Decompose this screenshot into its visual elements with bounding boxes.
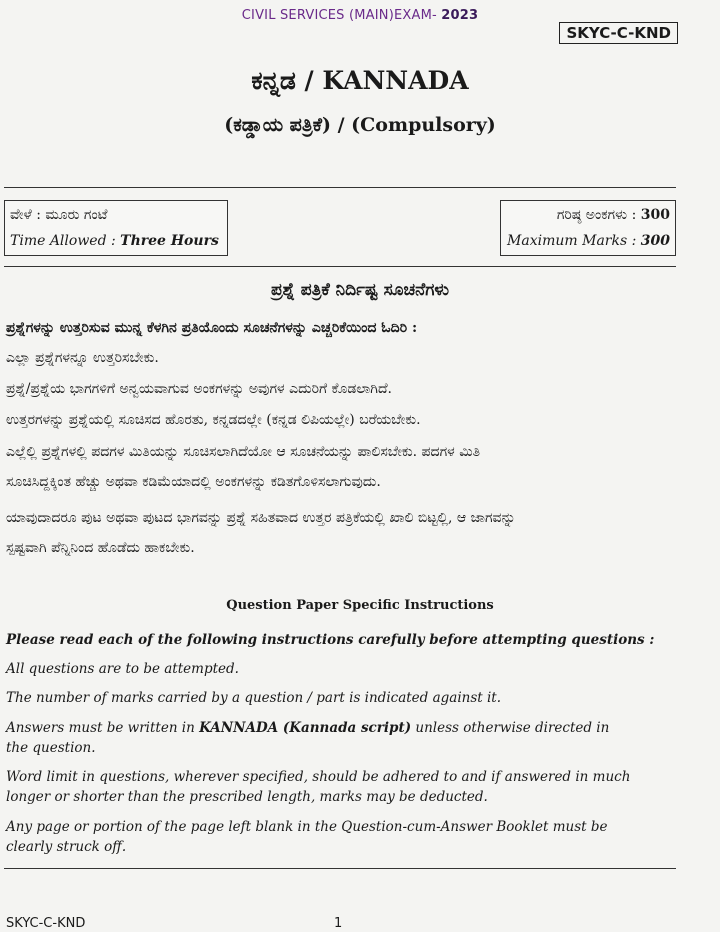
english-instruction: Any page or portion of the page left blank in the Question-cum-Answer Booklet must be (6, 819, 608, 835)
answers-language: KANNADA (Kannada script) (199, 720, 412, 736)
english-intro: Please read each of the following instructions carefully before attempting questions : (6, 632, 655, 648)
kannada-instruction: ಪ್ರಶ್ನೆ/ಪ್ರಶ್ನೆಯ ಭಾಗಗಳಿಗೆ ಅನ್ವಯವಾಗುವ ಅಂಕಗಳನ್ನು ಅವುಗಳ ಎದುರಿಗೆ ಕೊಡಲಾಗಿದೆ. (6, 381, 392, 397)
marks-english-label: Maximum Marks : (507, 233, 637, 249)
kannada-instruction: ಯಾವುದಾದರೂ ಪುಟ ಅಥವಾ ಪುಟದ ಭಾಗವನ್ನು ಪ್ರಶ್ನೆ ಸಹಿತವಾದ ಉತ್ತರ ಪತ್ರಿಕೆಯಲ್ಲಿ ಖಾಲಿ ಬಿಟ್ಟಲ್ಲಿ, ಆ ಜಾಗವನ್ನು (6, 510, 516, 526)
answers-lead: Answers must be written in (6, 720, 195, 736)
time-allowed-box (4, 200, 228, 256)
page-subtitle: (ಕಡ್ಡಾಯ ಪತ್ರಿಕೆ) / (Compulsory) (224, 114, 496, 136)
kannada-instruction: ಎಲ್ಲೆಲ್ಲಿ ಪ್ರಶ್ನೆಗಳಲ್ಲಿ ಪದಗಳ ಮಿತಿಯನ್ನು ಸೂಚಿಸಲಾಗಿದೆಯೋ ಆ ಸೂಚನೆಯನ್ನು ಪಾಲಿಸಬೇಕು. ಪದಗಳ ಮಿತಿ (6, 444, 481, 460)
exam-year: 2023 (441, 8, 479, 23)
english-instructions-title: Question Paper Specific Instructions (226, 598, 494, 613)
english-instruction: the question. (6, 740, 96, 756)
top-divider (4, 187, 676, 188)
english-instruction (6, 718, 678, 738)
time-label: Time Allowed : (10, 233, 116, 249)
marks-value-kn: 300 (640, 207, 670, 223)
bottom-divider (4, 868, 676, 869)
marks-value-en: 300 (640, 233, 670, 249)
paper-code-box: SKYC-C-KND (559, 22, 678, 44)
exam-title: CIVIL SERVICES (MAIN)EXAM- (241, 8, 437, 23)
english-instruction: The number of marks carried by a question / part is indicated against it. (6, 690, 502, 706)
kannada-instruction: ಸೂಚಿಸಿದ್ದಕ್ಕಿಂತ ಹೆಚ್ಚು ಅಥವಾ ಕಡಿಮೆಯಾದಲ್ಲಿ ಅಂಕಗಳನ್ನು ಕಡಿತಗೊಳಿಸಲಾಗುವುದು. (6, 474, 381, 490)
section-divider (4, 266, 676, 267)
kannada-instruction: ಎಲ್ಲಾ ಪ್ರಶ್ನೆಗಳನ್ನೂ ಉತ್ತರಿಸಬೇಕು. (6, 350, 159, 366)
kannada-instruction: ಉತ್ತರಗಳನ್ನು ಪ್ರಶ್ನೆಯಲ್ಲಿ ಸೂಚಿಸದ ಹೊರತು, ಕನ್ನಡದಲ್ಲೇ (ಕನ್ನಡ ಲಿಪಿಯಲ್ಲೇ) ಬರೆಯಬೇಕು. (6, 412, 421, 428)
page-title: ಕನ್ನಡ / KANNADA (251, 66, 469, 95)
footer-paper-code: SKYC-C-KND (6, 916, 86, 931)
english-instruction: clearly struck off. (6, 839, 127, 855)
max-marks-box (500, 200, 676, 256)
kannada-instructions-title: ಪ್ರಶ್ನೆ ಪತ್ರಿಕೆ ನಿರ್ದಿಷ್ಟ ಸೂಚನೆಗಳು (270, 280, 450, 300)
exam-header (0, 8, 720, 23)
kannada-instruction: ಸ್ಪಷ್ಟವಾಗಿ ಪೆನ್ನಿನಿಂದ ಹೊಡೆದು ಹಾಕಬೇಕು. (6, 540, 195, 556)
kannada-intro: ಪ್ರಶ್ನೆಗಳನ್ನು ಉತ್ತರಿಸುವ ಮುನ್ನ ಕೆಳಗಿನ ಪ್ರತಿಯೊಂದು ಸೂಚನೆಗಳನ್ನು ಎಚ್ಚರಿಕೆಯಿಂದ ಓದಿರಿ : (6, 320, 418, 336)
time-value: Three Hours (120, 233, 219, 249)
marks-english (506, 228, 670, 254)
time-english (10, 228, 222, 254)
answers-tail: unless otherwise directed in (415, 720, 610, 736)
marks-kannada (506, 202, 670, 228)
marks-kannada-label: ಗರಿಷ್ಠ ಅಂಕಗಳು : (556, 207, 637, 223)
time-kannada: ವೇಳೆ : ಮೂರು ಗಂಟೆ (10, 207, 108, 223)
english-instruction: All questions are to be attempted. (6, 661, 239, 677)
english-instruction: longer or shorter than the prescribed length, marks may be deducted. (6, 789, 488, 805)
english-instruction: Word limit in questions, wherever specified, should be adhered to and if answered in much (6, 769, 631, 785)
page-number: 1 (334, 916, 343, 931)
